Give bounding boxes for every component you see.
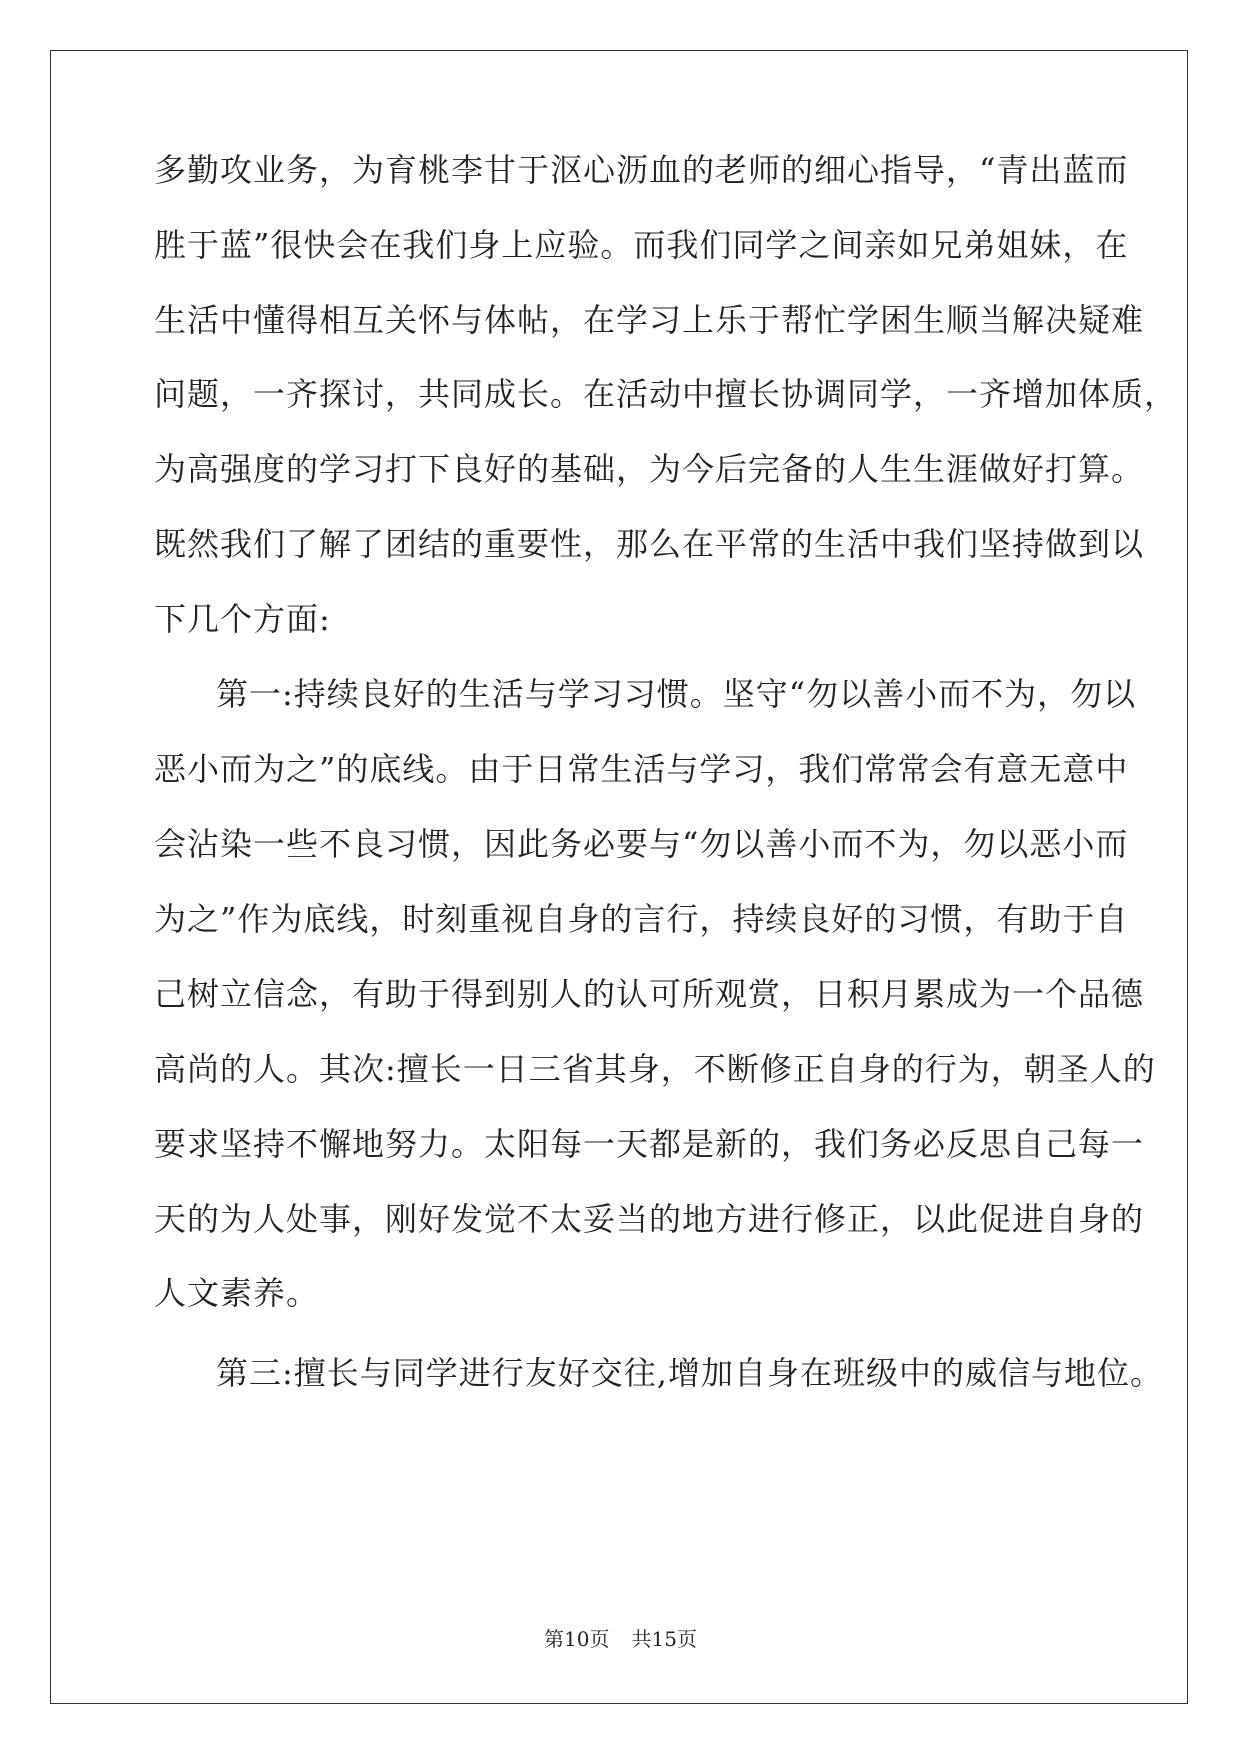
text-line: 恶小而为之”的底线。由于日常生活与学习，我们常常会有意无意中 <box>154 750 1129 788</box>
text-line: 己树立信念，有助于得到别人的认可所观赏，日积月累成为一个品德 <box>154 975 1145 1013</box>
text-line: 下几个方面: <box>154 600 331 638</box>
text-line: 为高强度的学习打下良好的基础，为今后完备的人生生涯做好打算。 <box>154 450 1145 488</box>
text-line: 生活中懂得相互关怀与体帖，在学习上乐于帮忙学困生顺当解决疑难 <box>154 301 1145 339</box>
text-line: 多勤攻业务，为育桃李甘于沤心沥血的老师的细心指导，“青出蓝而 <box>154 151 1129 189</box>
page-footer <box>0 1626 1241 1652</box>
text-line: 要求坚持不懈地努力。太阳每一天都是新的，我们务必反思自己每一 <box>154 1125 1145 1163</box>
text-line: 会沾染一些不良习惯，因此务必要与“勿以善小而不为，勿以恶小而 <box>154 825 1129 863</box>
page-total: 共15页 <box>631 1627 697 1651</box>
text-line: 高尚的人。其次:擅长一日三省其身，不断修正自身的行为，朝圣人的 <box>154 1050 1156 1088</box>
paragraph-first-line: 第一:持续良好的生活与学习习惯。坚守“勿以善小而不为，勿以 <box>216 675 1137 713</box>
text-line: 人文素养。 <box>154 1274 320 1312</box>
text-line: 天的为人处事，刚好发觉不太妥当的地方进行修正，以此促进自身的 <box>154 1200 1145 1238</box>
text-line: 胜于蓝”很快会在我们身上应验。而我们同学之间亲如兄弟姐妹，在 <box>154 226 1129 264</box>
page-number: 第10页 <box>544 1627 610 1651</box>
page-border <box>50 50 1188 1704</box>
paragraph-first-line: 第三:擅长与同学进行友好交往,增加自身在班级中的威信与地位。 <box>216 1354 1163 1392</box>
text-line: 问题，一齐探讨，共同成长。在活动中擅长协调同学，一齐增加体质， <box>154 375 1178 413</box>
text-line: 为之”作为底线，时刻重视自身的言行，持续良好的习惯，有助于自 <box>154 900 1129 938</box>
text-line: 既然我们了解了团结的重要性，那么在平常的生活中我们坚持做到以 <box>154 525 1145 563</box>
